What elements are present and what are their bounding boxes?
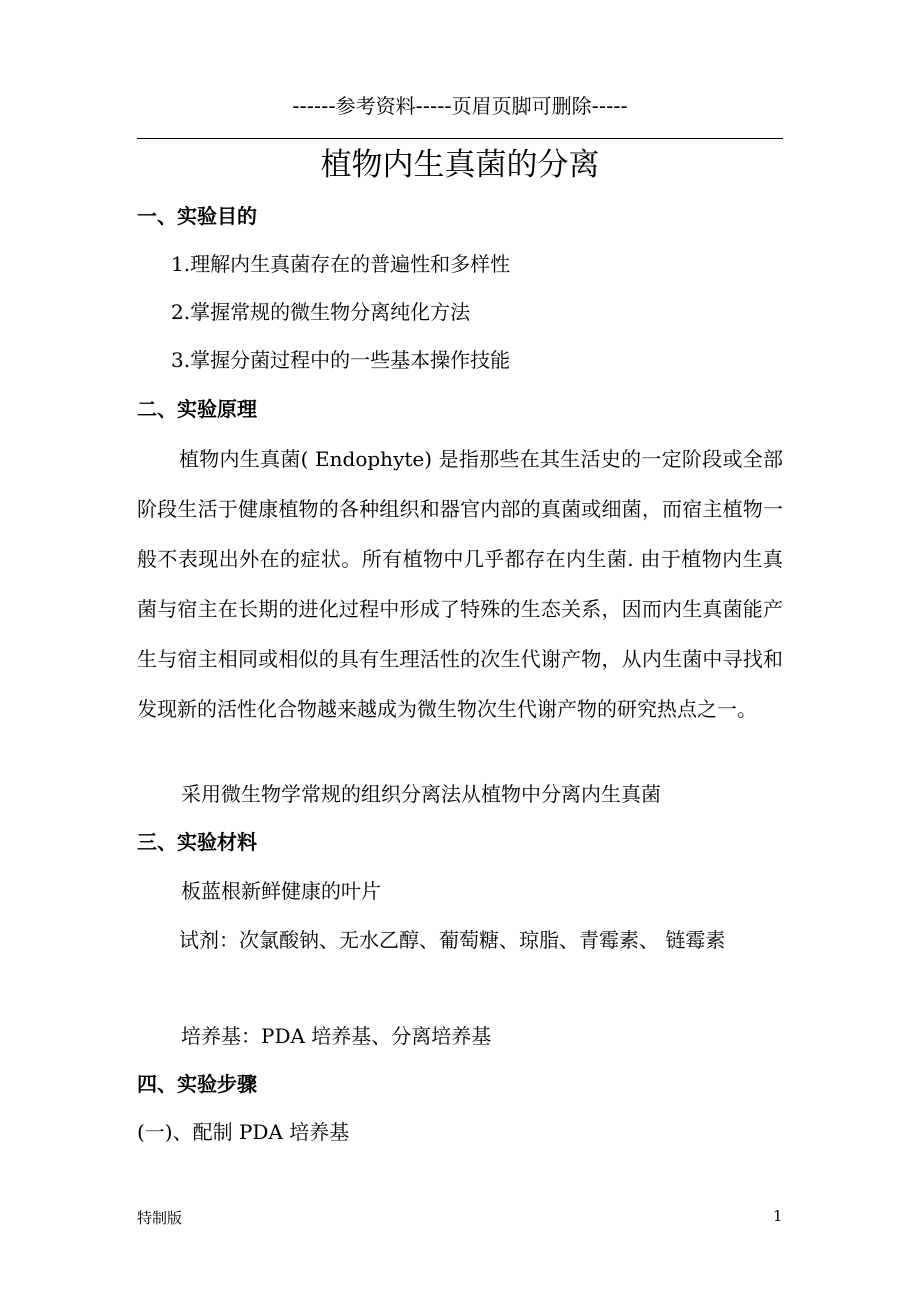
page-header: ------参考资料-----页眉页脚可删除----- <box>292 94 628 118</box>
page-number: 1 <box>773 1207 783 1225</box>
header-rule <box>137 138 783 139</box>
step-1-heading: (一)、配制 PDA 培养基 <box>137 1120 350 1144</box>
section-heading-steps: 四、实验步骤 <box>137 1072 257 1096</box>
purpose-item-1: 1.理解内生真菌存在的普遍性和多样性 <box>171 252 511 276</box>
document-title: 植物内生真菌的分离 <box>320 147 600 183</box>
media-line: 培养基：PDA 培养基、分离培养基 <box>181 1024 492 1048</box>
section-heading-principle: 二、实验原理 <box>137 397 257 421</box>
purpose-item-3: 3.掌握分菌过程中的一些基本操作技能 <box>171 348 511 372</box>
method-sentence: 采用微生物学常规的组织分离法从植物中分离内生真菌 <box>181 782 661 806</box>
material-line: 板蓝根新鲜健康的叶片 <box>181 879 381 903</box>
footer-label: 特制版 <box>137 1209 183 1227</box>
reagents-paragraph: 试剂：次氯酸钠、无水乙醇、葡萄糖、琼脂、青霉素、 链霉素 <box>179 928 726 952</box>
principle-paragraph: 植物内生真菌( Endophyte) 是指那些在其生活史的一定阶段或全部阶段生活于健康植物的各种组织和器官内部的真菌或细菌，而宿主植物一般不表现出外在的症状。所有植物中几乎都存在内生菌. 由于植物内生真菌与宿主在长期的进化过程中形成了特殊的生态关系，因而内生真菌能产生与宿主相同或相似的具有生理活性的次生代谢产物，从内生菌中寻找和发现新的活性化合物越来越成为微生物次生代谢产物的研究热点之一。 <box>137 447 783 721</box>
purpose-item-2: 2.掌握常规的微生物分离纯化方法 <box>171 300 471 324</box>
section-heading-purpose: 一、实验目的 <box>137 204 257 228</box>
section-heading-materials: 三、实验材料 <box>137 830 257 854</box>
